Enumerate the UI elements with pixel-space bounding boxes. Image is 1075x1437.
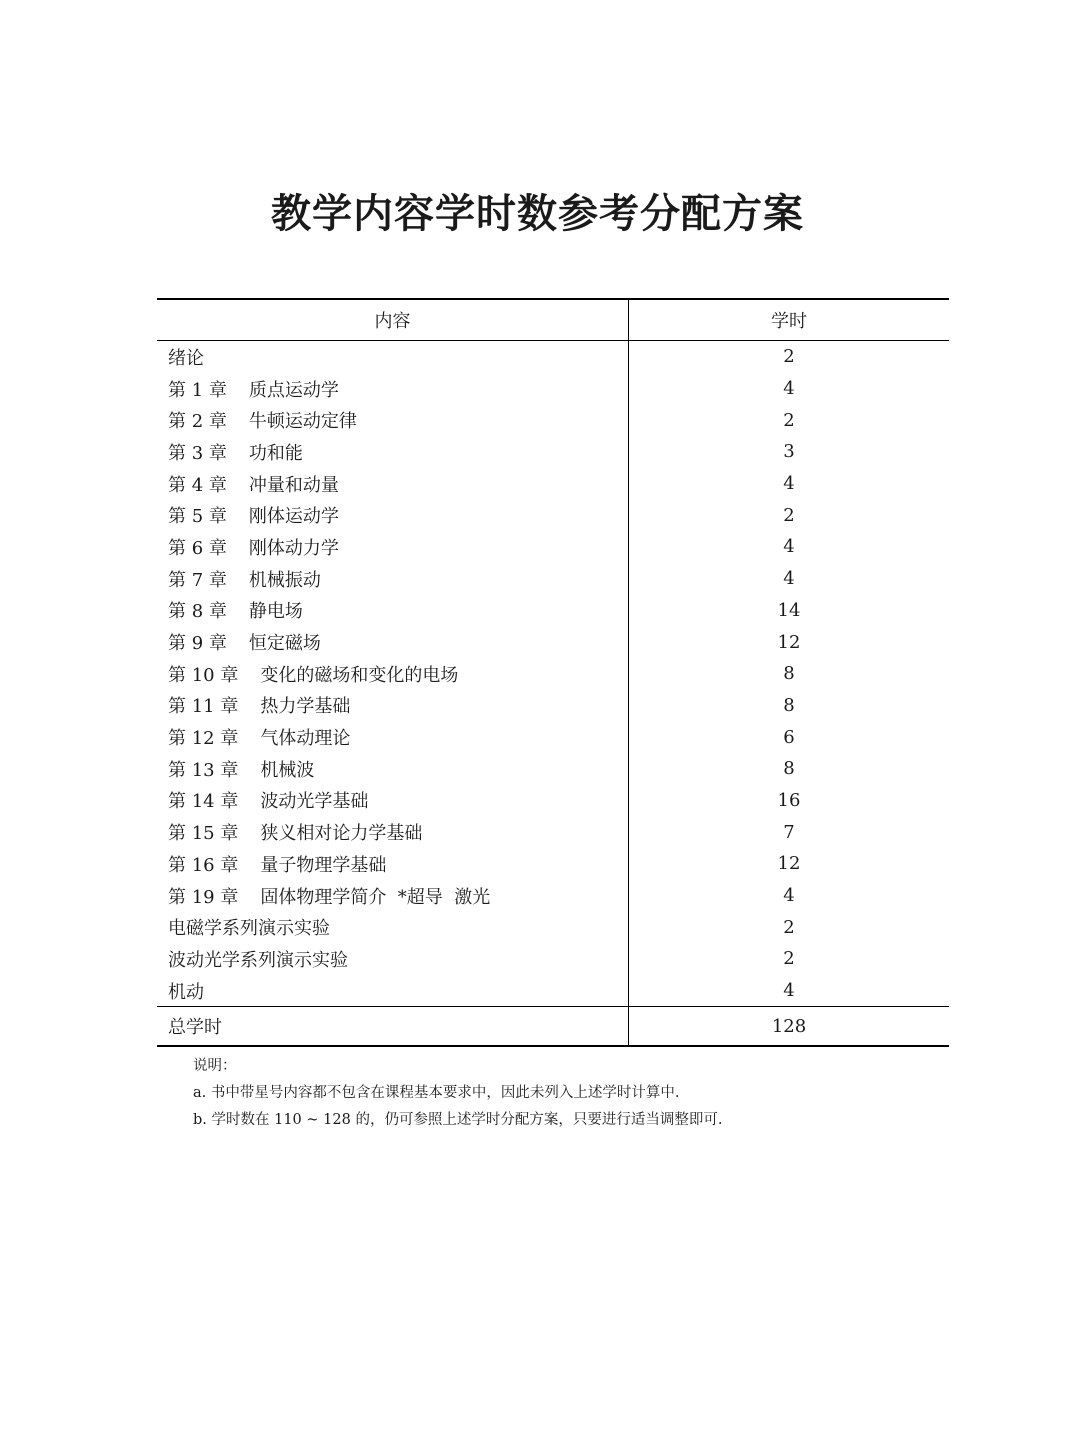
chapter-name: 静电场	[248, 601, 303, 623]
row-hours: 4	[783, 885, 795, 907]
row-hours: 4	[783, 568, 795, 590]
chapter-name: 量子物理学基础	[260, 854, 387, 876]
chapter-number: 第 5 章	[168, 506, 227, 528]
row-content	[157, 753, 629, 785]
row-content	[157, 816, 629, 848]
row-content	[157, 690, 629, 722]
chapter-number: 第 13 章	[168, 759, 239, 781]
row-content	[157, 658, 629, 690]
table-row	[157, 785, 949, 817]
table-row	[157, 753, 949, 785]
table-row	[157, 911, 949, 943]
table-row	[157, 595, 949, 627]
chapter-number: 第 1 章	[168, 379, 227, 401]
row-hours: 2	[783, 916, 795, 938]
table-row	[157, 880, 949, 912]
total-hours: 128	[771, 1015, 807, 1037]
chapter-number: 第 6 章	[168, 537, 227, 559]
chapter-number: 第 9 章	[168, 633, 227, 655]
row-content	[157, 785, 629, 817]
row-hours: 12	[777, 631, 801, 653]
chapter-name: 固体物理学简介 *超导 激光	[260, 886, 491, 908]
row-content	[157, 848, 629, 880]
chapter-number: 第 14 章	[168, 791, 239, 813]
chapter-number: 第 11 章	[168, 696, 239, 718]
total-row	[157, 1007, 949, 1047]
table-row	[157, 404, 949, 436]
table-row	[157, 499, 949, 531]
table-row	[157, 848, 949, 880]
row-content	[157, 943, 629, 975]
row-hours: 16	[777, 789, 801, 811]
row-content	[157, 531, 629, 563]
chapter-name: 冲量和动量	[248, 474, 339, 496]
chapter-name: 刚体动力学	[248, 537, 339, 559]
chapter-number: 第 15 章	[168, 823, 239, 845]
row-content	[157, 499, 629, 531]
row-hours: 8	[783, 694, 795, 716]
row-hours: 3	[783, 441, 795, 463]
chapter-number: 第 2 章	[168, 411, 227, 433]
schedule-table	[157, 298, 949, 1047]
chapter-number: 第 3 章	[168, 442, 227, 464]
chapter-number: 第 4 章	[168, 474, 227, 496]
chapter-number: 绪论	[168, 347, 204, 369]
row-hours: 4	[783, 536, 795, 558]
chapter-name: 机械振动	[248, 569, 321, 591]
chapter-name: 牛顿运动定律	[248, 411, 357, 433]
row-hours: 2	[783, 948, 795, 970]
row-hours: 4	[783, 980, 795, 1002]
chapter-name: 狭义相对论力学基础	[260, 823, 423, 845]
table-row	[157, 690, 949, 722]
row-hours: 2	[783, 346, 795, 368]
table-row	[157, 531, 949, 563]
chapter-name: 功和能	[248, 442, 303, 464]
table-row	[157, 341, 949, 373]
row-content	[157, 595, 629, 627]
row-hours: 8	[783, 663, 795, 685]
chapter-name: 机械波	[260, 759, 315, 781]
table-row	[157, 975, 949, 1007]
chapter-number: 机动	[168, 981, 204, 1003]
table-row	[157, 436, 949, 468]
table-row	[157, 816, 949, 848]
row-content	[157, 436, 629, 468]
chapter-number: 电磁学系列演示实验	[168, 918, 330, 940]
row-hours: 8	[783, 758, 795, 780]
chapter-number: 第 12 章	[168, 728, 239, 750]
chapter-number: 第 8 章	[168, 601, 227, 623]
chapter-number: 波动光学系列演示实验	[168, 949, 348, 971]
header-hours: 学时	[771, 311, 807, 332]
chapter-number: 第 10 章	[168, 664, 239, 686]
row-hours: 4	[783, 473, 795, 495]
table-row	[157, 626, 949, 658]
chapter-name: 刚体运动学	[248, 506, 339, 528]
chapter-number: 第 16 章	[168, 854, 239, 876]
row-content	[157, 911, 629, 943]
page-title: 教学内容学时数参考分配方案	[271, 190, 804, 237]
chapter-name: 波动光学基础	[260, 791, 369, 813]
table-row	[157, 468, 949, 500]
chapter-name: 质点运动学	[248, 379, 339, 401]
header-content: 内容	[157, 299, 629, 341]
row-content	[157, 721, 629, 753]
table-row	[157, 658, 949, 690]
note-item: b. 学时数在 110 ~ 128 的，仍可参照上述学时分配方案，只要进行适当调整即可.	[193, 1112, 723, 1128]
row-content	[157, 880, 629, 912]
notes-section	[193, 1053, 723, 1134]
chapter-name: 热力学基础	[260, 696, 351, 718]
table-row	[157, 563, 949, 595]
table-row	[157, 721, 949, 753]
hours-allocation-table	[157, 298, 949, 1047]
row-hours: 7	[783, 821, 795, 843]
row-content	[157, 975, 629, 1007]
table-row	[157, 373, 949, 405]
row-hours: 6	[783, 726, 795, 748]
chapter-number: 第 19 章	[168, 886, 239, 908]
row-content	[157, 563, 629, 595]
note-item: a. 书中带星号内容都不包含在课程基本要求中，因此未列入上述学时计算中.	[193, 1085, 680, 1101]
row-hours: 4	[783, 378, 795, 400]
row-hours: 2	[783, 504, 795, 526]
chapter-name: 变化的磁场和变化的电场	[260, 664, 459, 686]
row-hours: 14	[777, 599, 801, 621]
row-content	[157, 626, 629, 658]
total-label: 总学时	[157, 1007, 629, 1047]
chapter-name: 气体动理论	[260, 728, 351, 750]
table-header-row	[157, 299, 949, 341]
row-hours: 12	[777, 853, 801, 875]
row-content	[157, 341, 629, 373]
row-content	[157, 468, 629, 500]
row-content	[157, 404, 629, 436]
chapter-name: 恒定磁场	[248, 633, 321, 655]
table-body	[157, 341, 949, 1007]
row-content	[157, 373, 629, 405]
notes-heading: 说明：	[193, 1058, 237, 1074]
chapter-number: 第 7 章	[168, 569, 227, 591]
table-row	[157, 943, 949, 975]
row-hours: 2	[783, 409, 795, 431]
